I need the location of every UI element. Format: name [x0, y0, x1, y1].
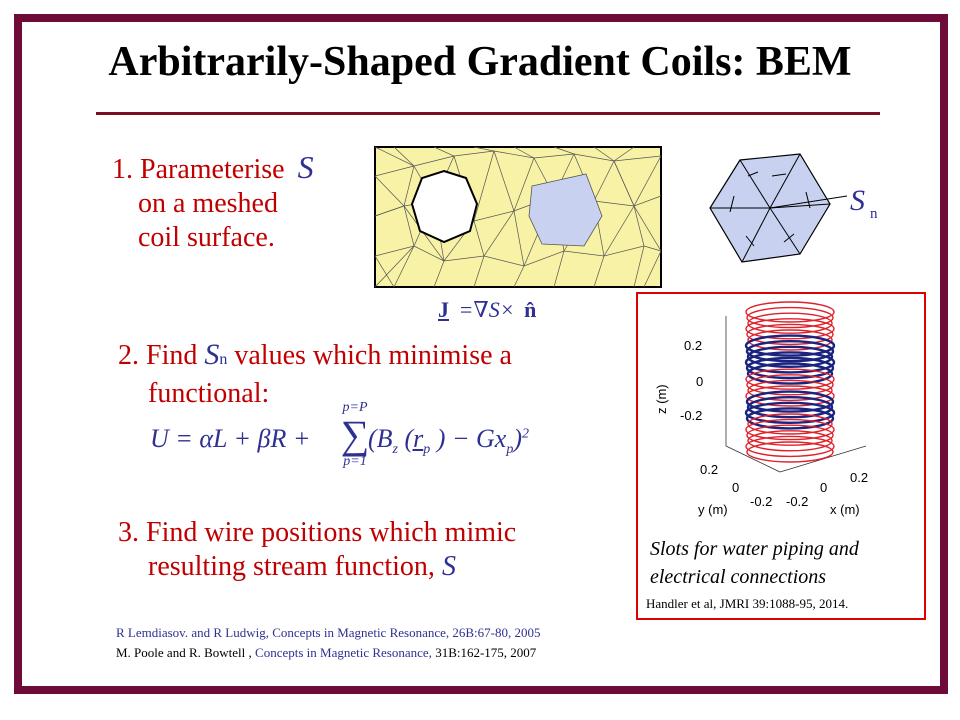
plot-caption — [650, 535, 859, 591]
func-r: (r — [404, 424, 424, 453]
z-axis-label: z (m) — [654, 384, 669, 414]
reference-2 — [116, 643, 541, 663]
x-tick-1: 0 — [820, 480, 828, 495]
slide-title: Arbitrarily-Shaped Gradient Coils: BEM — [108, 39, 852, 85]
eq-middle: =∇S× — [458, 297, 515, 322]
step3-line1: 3. Find wire positions which mimic — [118, 517, 517, 548]
func-close: ) — [513, 424, 522, 453]
step2-line2: functional: — [148, 378, 270, 409]
z-tick-2: -0.2 — [680, 408, 703, 423]
reference-1-authors: R Lemdiasov. and R Ludwig, — [116, 625, 269, 640]
sum-sigma: ∑ — [340, 412, 370, 457]
func-xp-sub: p — [506, 442, 514, 458]
step1-symbol: S — [297, 149, 314, 185]
reference-2-journal: Concepts in Magnetic Resonance, — [255, 645, 432, 660]
reference-2-authors: M. Poole and R. Bowtell , — [116, 645, 252, 660]
reference-1 — [116, 623, 541, 643]
step2-symbol-main: S — [204, 338, 220, 371]
z-tick-1: 0 — [696, 374, 704, 389]
step1-line1: 1. Parameterise — [112, 154, 285, 185]
step3-symbol: S — [441, 551, 456, 582]
reference-1-detail: 26B:67-80, 2005 — [452, 625, 541, 640]
title-underline — [96, 112, 880, 115]
meshed-surface-figure — [374, 146, 662, 288]
step1-line3: coil surface. — [138, 222, 275, 253]
x-tick-2: 0.2 — [850, 470, 869, 485]
step2-prefix: 2. Find — [118, 340, 198, 371]
step3-line2: resulting stream function, — [148, 551, 435, 582]
references — [116, 623, 541, 663]
func-lhs: U = αL + βR + — [150, 424, 311, 453]
y-tick-2: -0.2 — [750, 494, 773, 509]
coil-plot — [640, 296, 918, 526]
sn-label-main: S — [850, 184, 865, 217]
sum-bottom: p=1 — [343, 454, 367, 469]
functional-body — [368, 424, 529, 458]
current-equation — [438, 297, 536, 323]
coil-windings — [746, 302, 834, 462]
x-tick-0: -0.2 — [786, 494, 809, 509]
reference-2-detail: 31B:162-175, 2007 — [435, 645, 537, 660]
step2-suffix: values which minimise a — [234, 340, 512, 371]
plot-citation: Handler et al, JMRI 39:1088-95, 2014. — [646, 596, 849, 611]
reference-1-journal: Concepts in Magnetic Resonance, — [272, 625, 450, 640]
func-body: (B — [368, 424, 393, 453]
y-axis-label: y (m) — [698, 502, 728, 517]
eq-J: J — [438, 297, 449, 322]
step1-text — [112, 150, 314, 255]
step1-line2: on a meshed — [138, 188, 278, 219]
octagon-hole — [412, 171, 477, 242]
func-rp-sub: p — [423, 442, 431, 458]
functional-equation — [150, 424, 310, 454]
sum-top: p=P — [342, 400, 368, 415]
x-axis-label: x (m) — [830, 502, 860, 517]
triangle-fan-figure — [702, 152, 902, 270]
func-bz-sub: z — [392, 442, 398, 458]
func-power: 2 — [521, 426, 529, 442]
eq-n: n̂ — [524, 297, 537, 322]
step3-text — [118, 516, 516, 584]
plot-caption-line1: Slots for water piping and — [650, 538, 859, 560]
y-tick-1: 0 — [732, 480, 740, 495]
z-tick-0: 0.2 — [684, 338, 703, 353]
func-mid: ) − Gx — [436, 424, 507, 453]
y-tick-0: 0.2 — [700, 462, 719, 477]
sn-label-sub: n — [870, 206, 878, 222]
step2-symbol-sub: n — [219, 351, 228, 368]
plot-caption-line2: electrical connections — [650, 566, 827, 588]
